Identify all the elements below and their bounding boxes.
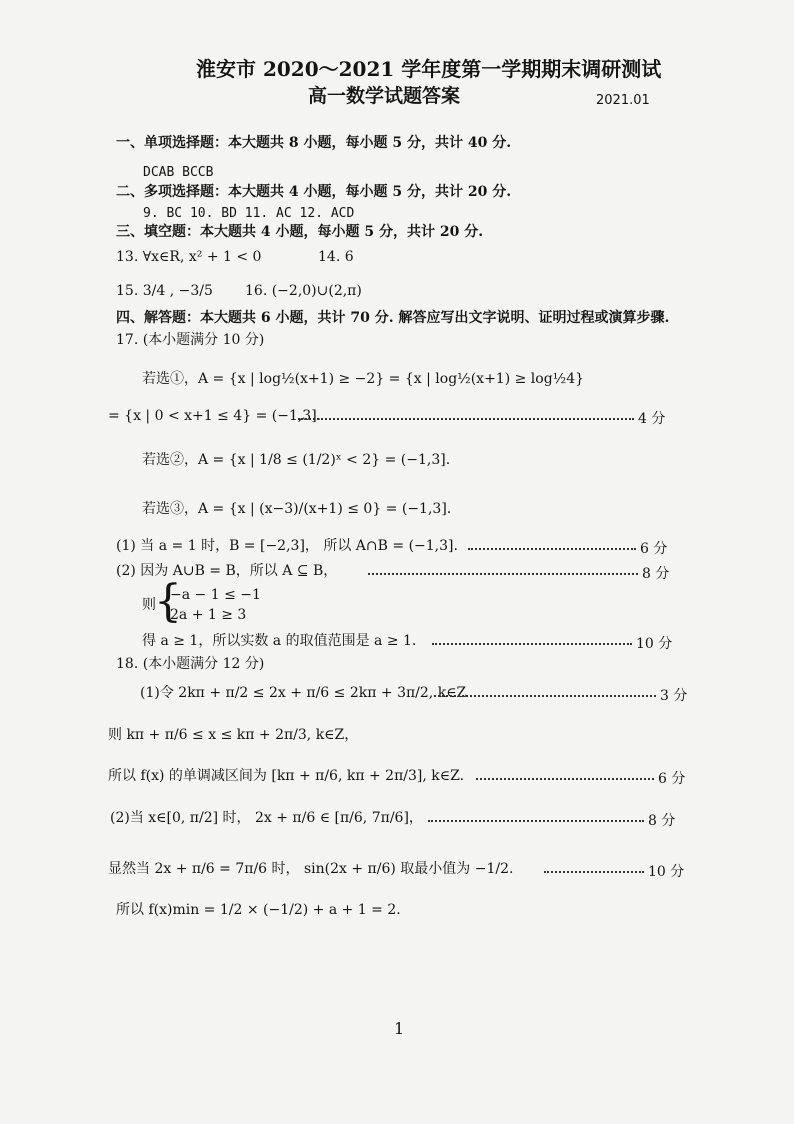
q17-conclusion: 得 a ≥ 1，所以实数 a 的取值范围是 a ≥ 1. bbox=[142, 633, 417, 649]
section-2-heading: 二、多项选择题：本大题共 4 小题，每小题 5 分，共计 20 分. bbox=[116, 184, 512, 200]
q17-part2: (2) 因为 A∪B = B，所以 A ⊆ B， bbox=[116, 563, 338, 579]
q17-option3: 若选③，A = {x | (x−3)/(x+1) ≤ 0} = (−1,3]. bbox=[142, 501, 452, 517]
points-3: 3 分 bbox=[660, 688, 688, 704]
q17-system-line1: −a − 1 ≤ −1 bbox=[170, 587, 261, 603]
points-10b: 10 分 bbox=[648, 864, 685, 880]
q18-part1-solution: 则 kπ + π/6 ≤ x ≤ kπ + 2π/3, k∈Z， bbox=[108, 727, 359, 743]
q16-answer: 16. (−2,0)∪(2,π) bbox=[245, 283, 362, 299]
leader-dots bbox=[476, 778, 654, 780]
q18-part1-inequality: (1)令 2kπ + π/2 ≤ 2x + π/6 ≤ 2kπ + 3π/2, k∈Z bbox=[140, 685, 467, 701]
q17-then-label: 则 bbox=[142, 597, 156, 613]
q18-part1-conclusion: 所以 f(x) 的单调减区间为 [kπ + π/6, kπ + 2π/3], k∈Z. bbox=[108, 768, 465, 784]
section-4-heading: 四、解答题：本大题共 6 小题，共计 70 分. 解答应写出文字说明、证明过程或演算步骤. bbox=[116, 310, 670, 326]
points-8b: 8 分 bbox=[648, 813, 676, 829]
q17-option2: 若选②，A = {x | 1/8 ≤ (1/2)ˣ < 2} = (−1,3]. bbox=[142, 452, 451, 468]
points-6b: 6 分 bbox=[658, 771, 686, 787]
leader-dots bbox=[368, 573, 638, 575]
points-4: 4 分 bbox=[638, 411, 666, 427]
q18-part2-result: 所以 f(x)min = 1/2 × (−1/2) + a + 1 = 2. bbox=[116, 902, 401, 918]
leader-dots bbox=[468, 548, 636, 550]
q17-heading: 17. (本小题满分 10 分) bbox=[116, 332, 265, 348]
q17-system-line2: 2a + 1 ≥ 3 bbox=[170, 607, 247, 623]
leader-dots bbox=[298, 418, 634, 420]
document-date: 2021.01 bbox=[596, 93, 650, 108]
section-2-answers: 9. BC 10. BD 11. AC 12. ACD bbox=[143, 206, 355, 221]
section-1-answers: DCAB BCCB bbox=[143, 165, 214, 180]
document-subtitle: 高一数学试题答案 bbox=[308, 85, 461, 107]
section-3-heading: 三、填空题：本大题共 4 小题，每小题 5 分，共计 20 分. bbox=[116, 224, 484, 240]
q17-option1: 若选①，A = {x | log½(x+1) ≥ −2} = {x | log½(x+1) ≥ log½4} bbox=[142, 371, 585, 387]
leader-dots bbox=[428, 820, 644, 822]
points-8: 8 分 bbox=[642, 566, 670, 582]
leader-dots bbox=[434, 695, 656, 697]
points-10: 10 分 bbox=[636, 636, 673, 652]
q17-part1: (1) 当 a = 1 时，B = [−2,3]， 所以 A∩B = (−1,3]. bbox=[116, 538, 458, 554]
document-title: 淮安市 2020～2021 学年度第一学期期末调研测试 bbox=[196, 57, 662, 81]
q14-answer: 14. 6 bbox=[318, 249, 354, 265]
leader-dots bbox=[432, 643, 632, 645]
system-brace: { bbox=[154, 576, 182, 627]
section-1-heading: 一、单项选择题：本大题共 8 小题，每小题 5 分，共计 40 分. bbox=[116, 135, 512, 151]
q18-heading: 18. (本小题满分 12 分) bbox=[116, 656, 265, 672]
q13-answer: 13. ∀x∈R, x² + 1 < 0 bbox=[116, 249, 262, 265]
points-6: 6 分 bbox=[640, 541, 668, 557]
q15-answer: 15. 3/4 , −3/5 bbox=[116, 283, 213, 299]
q18-part2-range: (2)当 x∈[0, π/2] 时， 2x + π/6 ∈ [π/6, 7π/6]， bbox=[110, 810, 423, 826]
q17-option1-result: = {x | 0 < x+1 ≤ 4} = (−1,3]. bbox=[108, 408, 322, 424]
page-number: 1 bbox=[394, 1019, 405, 1038]
q18-part2-minimum: 显然当 2x + π/6 = 7π/6 时， sin(2x + π/6) 取最小值为 −1/2. bbox=[108, 861, 514, 877]
leader-dots bbox=[544, 871, 644, 873]
